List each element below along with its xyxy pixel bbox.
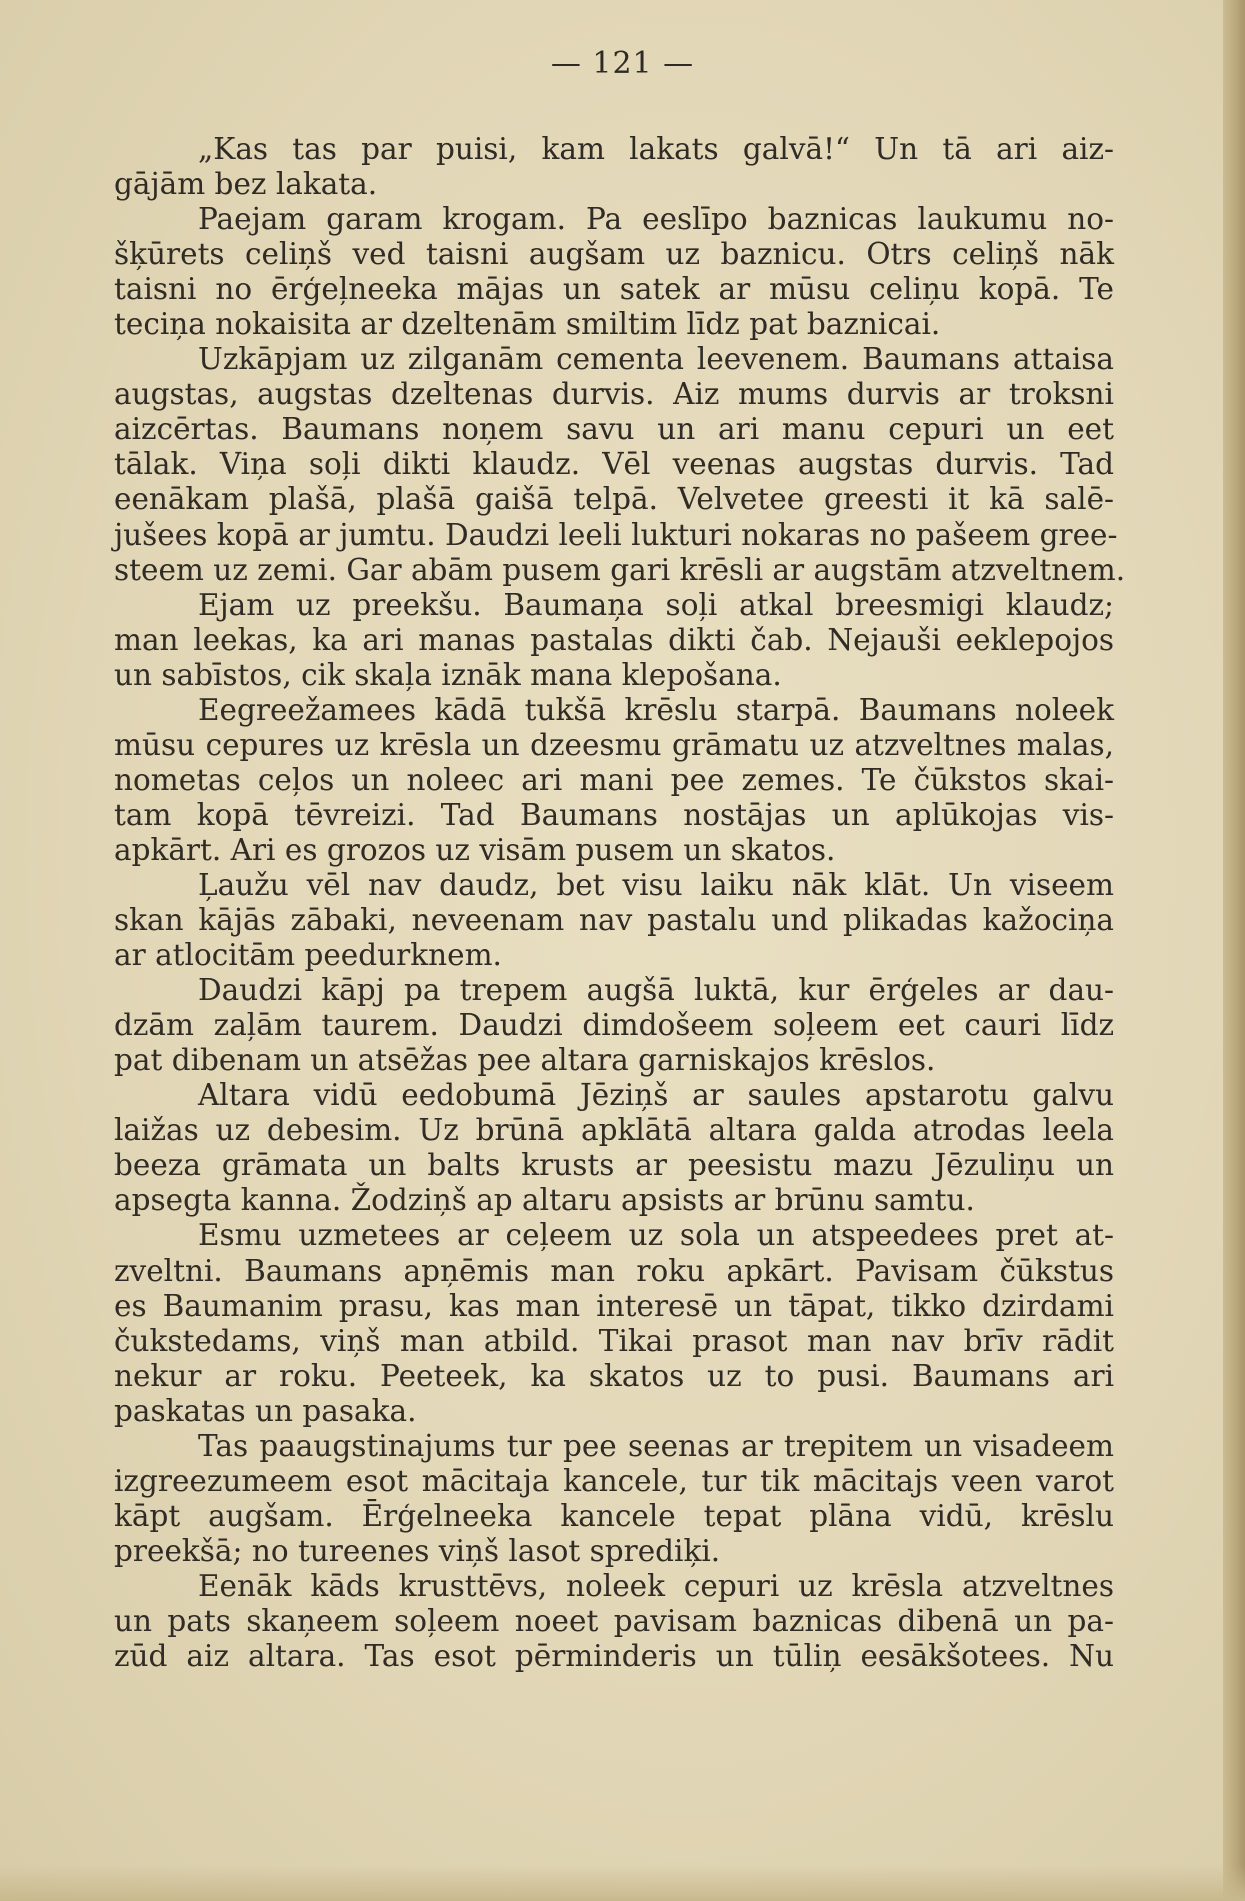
text-line: Daudzi kāpj pa trepem augšā luktā, kur ērģeles ar dau- <box>198 973 1114 1008</box>
text-line: man leekas, ka ari manas pastalas dikti čab. Nejauši eeklepojos <box>114 622 1114 657</box>
page-bottom-shadow <box>0 1865 1245 1901</box>
text-line: apkārt. Ari es grozos uz visām pusem un skatos. <box>114 832 836 867</box>
text-line: un sabīstos, cik skaļa iznāk mana klepošana. <box>114 657 782 692</box>
text-line: Eegreežamees kādā tukšā krēslu starpā. Baumans noleek <box>198 692 1114 727</box>
text-line: Eenāk kāds krusttēvs, noleek cepuri uz krēsla atzveltnes <box>198 1568 1114 1603</box>
text-line: apsegta kanna. Žodziņš ap altaru apsists ar brūnu samtu. <box>114 1183 975 1218</box>
text-line: laižas uz debesim. Uz brūnā apklātā altara galda atrodas leela <box>114 1113 1114 1148</box>
text-line: jušees kopā ar jumtu. Daudzi leeli lukturi nokaras no pašeem gree- <box>114 517 1118 552</box>
text-line: Altara vidū eedobumā Jēziņš ar saules apstarotu galvu <box>198 1078 1114 1113</box>
text-line: skan kājās zābaki, neveenam nav pastalu und plikadas kažociņa <box>114 903 1114 938</box>
text-line: gājām bez lakata. <box>114 167 378 202</box>
text-line: tālak. Viņa soļi dikti klaudz. Vēl veenas augstas durvis. Tad <box>114 447 1114 482</box>
text-line: čukstedams, viņš man atbild. Tikai prasot man nav brīv rādit <box>114 1323 1114 1358</box>
text-line: Ļaužu vēl nav daudz, bet visu laiku nāk klāt. Un viseem <box>198 867 1114 902</box>
text-line: paskatas un pasaka. <box>114 1393 417 1428</box>
text-line: izgreezumeem esot mācitaja kancele, tur tik mācitajs veen varot <box>114 1463 1114 1498</box>
text-line: preekšā; no tureenes viņš lasot sprediķi. <box>114 1533 721 1568</box>
text-line: beeza grāmata un balts krusts ar peesistu mazu Jēzuliņu un <box>114 1148 1114 1183</box>
text-line: zveltni. Baumans apņēmis man roku apkārt. Pavisam čūkstus <box>114 1253 1114 1288</box>
text-line: Paejam garam krogam. Pa eeslīpo baznicas laukumu no- <box>198 202 1114 237</box>
text-line: zūd aiz altara. Tas esot pērminderis un tūliņ eesākšotees. Nu <box>114 1639 1114 1674</box>
text-line: mūsu cepures uz krēsla un dzeesmu grāmatu uz atzveltnes malas, <box>114 727 1114 762</box>
text-line: Tas paaugstinajums tur pee seenas ar trepitem un visadeem <box>198 1428 1114 1463</box>
text-line: ar atlocitām peedurknem. <box>114 938 502 973</box>
page-number: — 121 — <box>550 46 695 81</box>
text-line: eenākam plašā, plašā gaišā telpā. Velvetee greesti it kā salē- <box>114 482 1114 517</box>
text-line: un pats skaņeem soļeem noeet pavisam baznicas dibenā un pa- <box>114 1603 1114 1638</box>
text-line: Ejam uz preekšu. Baumaņa soļi atkal breesmigi klaudz; <box>198 587 1114 622</box>
text-line: pat dibenam un atsēžas pee altara garniskajos krēslos. <box>114 1043 936 1078</box>
text-line: tam kopā tēvreizi. Tad Baumans nostājas un aplūkojas vis- <box>114 797 1114 832</box>
text-line: nekur ar roku. Peeteek, ka skatos uz to pusi. Baumans ari <box>114 1358 1114 1393</box>
text-line: Uzkāpjam uz zilganām cementa leevenem. Baumans attaisa <box>198 342 1114 377</box>
text-line: „Kas tas par puisi, kam lakats galvā!“ Un tā ari aiz- <box>198 132 1114 166</box>
text-line: augstas, augstas dzeltenas durvis. Aiz mums durvis ar troksni <box>114 377 1114 412</box>
text-line: nometas ceļos un noleec ari mani pee zemes. Te čūkstos skai- <box>114 762 1114 797</box>
text-line: šķūrets celiņš ved taisni augšam uz baznicu. Otrs celiņš nāk <box>114 237 1114 272</box>
text-line: dzām zaļām taurem. Daudzi dimdošeem soļeem eet cauri līdz <box>114 1008 1114 1043</box>
page-edge-shadow <box>1223 0 1245 1901</box>
text-line: es Baumanim prasu, kas man interesē un tāpat, tikko dzirdami <box>114 1288 1114 1323</box>
text-line: kāpt augšam. Ērģelneeka kancele tepat plāna vidū, krēslu <box>114 1498 1114 1533</box>
body-text <box>114 132 1126 1674</box>
text-line: aizcērtas. Baumans noņem savu un ari manu cepuri un eet <box>114 412 1114 447</box>
text-line: steem uz zemi. Gar abām pusem gari krēsli ar augstām atzveltnem. <box>114 552 1126 587</box>
text-line: taisni no ērģeļneeka mājas un satek ar mūsu celiņu kopā. Te <box>114 272 1114 307</box>
text-line: teciņa nokaisita ar dzeltenām smiltim līdz pat baznicai. <box>114 307 941 342</box>
text-line: Esmu uzmetees ar ceļeem uz sola un atspeedees pret at- <box>198 1218 1114 1253</box>
